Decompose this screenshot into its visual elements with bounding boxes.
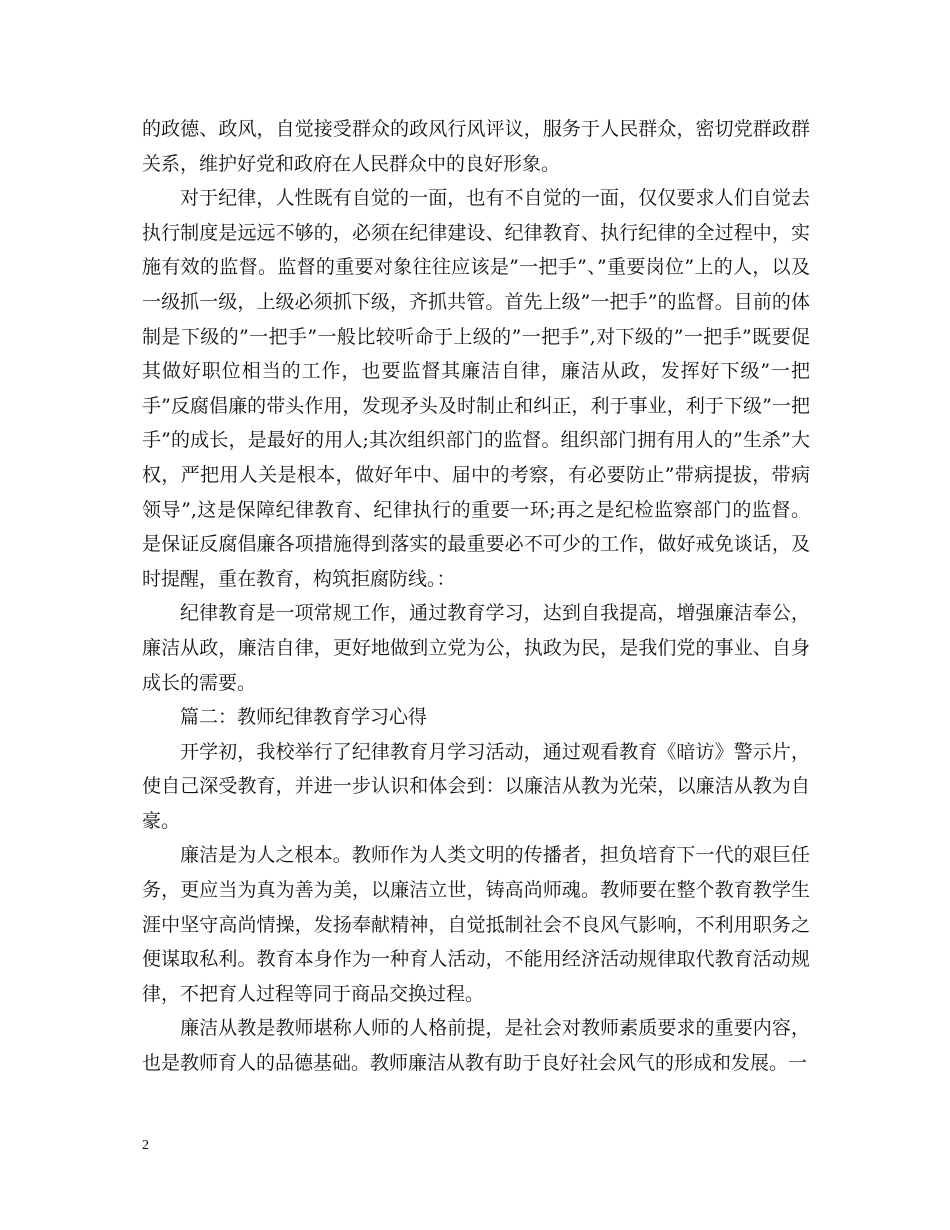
page-number: 2 [142, 1138, 149, 1153]
paragraph: 开学初，我校举行了纪律教育月学习活动，通过观看教育《暗访》警示片，使自己深受教育，并进一步认识和体会到：以廉洁从教为光荣，以廉洁从教为自豪。 [142, 740, 810, 832]
document-body [142, 112, 810, 1081]
paragraph: 的政德、政风，自觉接受群众的政风行风评议，服务于人民群众，密切党群政群关系，维护好党和政府在人民群众中的良好形象。 [142, 118, 810, 175]
section-heading: 篇二：教师纪律教育学习心得 [180, 706, 428, 729]
paragraph: 对于纪律，人性既有自觉的一面，也有不自觉的一面，仅仅要求人们自觉去执行制度是远远不够的，必须在纪律建设、纪律教育、执行纪律的全过程中，实施有效的监督。监督的重要对象往往应该是”一把手”、”重要岗位”上的人，以及一级抓一级，上级必须抓下级，齐抓共管。首先上级”一把手”的监督。目前的体制是下级的”一把手”一般比较听命于上级的”一把手”,对下级的”一把手”既要促其做好职位相当的工作，也要监督其廉洁自律，廉洁从政，发挥好下级”一把手”反腐倡廉的带头作用，发现矛头及时制止和纠正，利于事业，利于下级”一把手”的成长，是最好的用人;其次组织部门的监督。组织部门拥有用人的”生杀”大权，严把用人关是根本，做好年中、届中的考察，有必要防止”带病提拔，带病领导”,这是保障纪律教育、纪律执行的重要一环;再之是纪检监察部门的监督。是保证反腐倡廉各项措施得到落实的最重要必不可少的工作，做好戒免谈话，及时提醒，重在教育，构筑拒腐防线。： [142, 187, 810, 590]
paragraph: 廉洁从教是教师堪称人师的人格前提，是社会对教师素质要求的重要内容，也是教师育人的品德基础。教师廉洁从教有助于良好社会风气的形成和发展。一 [142, 1017, 810, 1075]
paragraph: 廉洁是为人之根本。教师作为人类文明的传播者，担负培育下一代的艰巨任务，更应当为真为善为美，以廉洁立世，铸高尚师魂。教师要在整个教育教学生涯中坚守高尚情操，发扬奉献精神，自觉抵制社会不良风气影响，不利用职务之便谋取私利。教育本身作为一种育人活动，不能用经济活动规律取代教育活动规律，不把育人过程等同于商品交换过程。 [142, 844, 810, 1005]
paragraph: 纪律教育是一项常规工作，通过教育学习，达到自我提高，增强廉洁奉公，廉洁从政，廉洁自律，更好地做到立党为公，执政为民，是我们党的事业、自身成长的需要。 [142, 602, 810, 694]
